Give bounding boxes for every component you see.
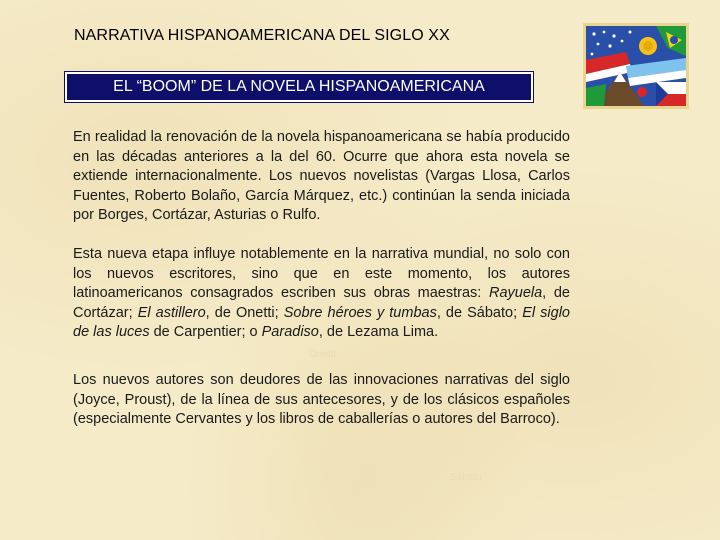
work-title-el-astillero: El astillero — [137, 304, 206, 321]
paragraph-text: , de Lezama Lima. — [318, 324, 439, 340]
paragraph-text: , de Onetti; — [205, 304, 284, 321]
paragraph-masterpieces — [73, 245, 570, 343]
work-title-sobre-heroes-y-tumbas: Sobre héroes y tumbas — [283, 304, 437, 321]
page-title: NARRATIVA HISPANOAMERICANA DEL SIGLO XX — [74, 27, 450, 44]
paragraph-text: de Carpentier; o — [149, 324, 262, 340]
work-title-el-siglo-de-las-luces: El siglo de las luces — [73, 304, 570, 340]
paragraph-text: , de Cortázar; — [73, 285, 570, 321]
faint-link-onetti[interactable]: Onetti — [309, 349, 336, 360]
faint-link-sabato[interactable]: Sábato — [450, 472, 482, 483]
paragraph-text: Esta nueva etapa influye notablemente en la narrativa mundial, no solo con los nuevos escritores, sino que en este momento, los autores latinoamericanos consagrados escriben sus obras maestras: — [73, 246, 570, 301]
latin-american-flags-collage-icon — [586, 26, 686, 106]
paragraph-text: , de Sábato; — [436, 304, 523, 321]
paragraph-intro: En realidad la renovación de la novela hispanoamericana se había producido en las décadas anteriores a la del 60. Ocurre que ahora esta novela se extiende internacionalmente. Los nuevos novelistas (Vargas Llosa, Carlos Fuentes, Roberto Bolaño, García Márquez, etc.) continúan la senda iniciada por Borges, Cortázar, Asturias o Rulfo. — [73, 129, 570, 223]
paragraph-influences: Los nuevos autores son deudores de las innovaciones narrativas del siglo (Joyce, Proust), de la línea de sus antecesores, y de los clásicos españoles (especialmente Cervantes y los libros de caballerías o autores del Barroco). — [73, 372, 570, 427]
work-title-rayuela: Rayuela — [488, 285, 543, 301]
work-title-paradiso: Paradiso — [261, 324, 319, 340]
section-banner: EL “BOOM” DE LA NOVELA HISPANOAMERICANA — [65, 72, 533, 102]
logo — [583, 23, 689, 109]
